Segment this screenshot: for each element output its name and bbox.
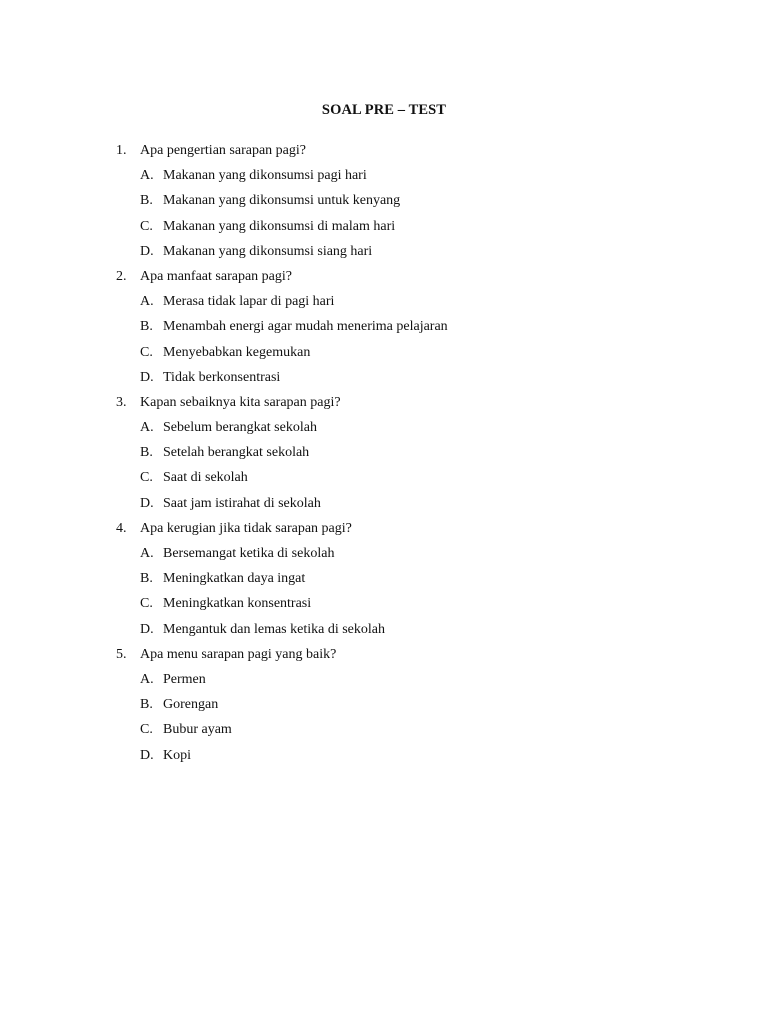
option-text: Meningkatkan daya ingat	[163, 571, 306, 587]
question-text: Kapan sebaiknya kita sarapan pagi?	[140, 394, 341, 410]
option-letter: D.	[140, 621, 154, 637]
option-letter: B.	[140, 193, 153, 209]
answer-option	[116, 719, 716, 744]
question-number: 3.	[116, 394, 127, 410]
answer-option	[116, 241, 716, 266]
option-letter: A.	[140, 420, 154, 436]
option-letter: A.	[140, 294, 154, 310]
option-text: Gorengan	[163, 697, 219, 713]
option-text: Kopi	[163, 747, 191, 763]
question-row	[116, 140, 716, 165]
option-letter: B.	[140, 445, 153, 461]
answer-option	[116, 543, 716, 568]
question-2	[116, 266, 716, 392]
question-4	[116, 518, 716, 644]
question-text: Apa kerugian jika tidak sarapan pagi?	[140, 520, 352, 536]
option-letter: D.	[140, 369, 154, 385]
option-text: Makanan yang dikonsumsi pagi hari	[163, 168, 367, 184]
answer-option	[116, 165, 716, 190]
option-text: Makanan yang dikonsumsi di malam hari	[163, 218, 396, 234]
option-letter: D.	[140, 495, 154, 511]
document-title: SOAL PRE – TEST	[321, 102, 447, 118]
question-1	[116, 140, 716, 266]
option-letter: A.	[140, 168, 154, 184]
question-text: Apa manfaat sarapan pagi?	[140, 268, 292, 284]
option-letter: D.	[140, 747, 154, 763]
option-letter: C.	[140, 722, 153, 738]
option-letter: B.	[140, 319, 153, 335]
answer-option	[116, 568, 716, 593]
question-text: Apa menu sarapan pagi yang baik?	[140, 646, 337, 662]
option-letter: A.	[140, 671, 154, 687]
option-text: Bubur ayam	[163, 722, 232, 738]
question-row	[116, 518, 716, 543]
option-letter: B.	[140, 571, 153, 587]
option-text: Menyebabkan kegemukan	[163, 344, 311, 360]
answer-option	[116, 291, 716, 316]
answer-option	[116, 493, 716, 518]
option-text: Makanan yang dikonsumsi untuk kenyang	[163, 193, 401, 209]
answer-option	[116, 745, 716, 770]
option-text: Meningkatkan konsentrasi	[163, 596, 312, 612]
question-number: 5.	[116, 646, 127, 662]
option-text: Tidak berkonsentrasi	[163, 369, 281, 385]
option-text: Setelah berangkat sekolah	[163, 445, 310, 461]
option-text: Mengantuk dan lemas ketika di sekolah	[163, 621, 385, 637]
option-letter: D.	[140, 243, 154, 259]
option-letter: C.	[140, 470, 153, 486]
answer-option	[116, 694, 716, 719]
answer-option	[116, 619, 716, 644]
question-5	[116, 644, 716, 770]
answer-option	[116, 342, 716, 367]
question-list	[116, 140, 716, 770]
answer-option	[116, 216, 716, 241]
answer-option	[116, 442, 716, 467]
option-text: Makanan yang dikonsumsi siang hari	[163, 243, 373, 259]
option-text: Menambah energi agar mudah menerima pelajaran	[163, 319, 448, 335]
answer-option	[116, 316, 716, 341]
answer-option	[116, 417, 716, 442]
answer-option	[116, 593, 716, 618]
option-text: Sebelum berangkat sekolah	[163, 420, 317, 436]
answer-option	[116, 669, 716, 694]
question-row	[116, 392, 716, 417]
question-text: Apa pengertian sarapan pagi?	[140, 143, 306, 158]
answer-option	[116, 367, 716, 392]
answer-option	[116, 190, 716, 215]
question-number: 4.	[116, 520, 127, 536]
option-text: Merasa tidak lapar di pagi hari	[163, 294, 335, 310]
answer-option	[116, 467, 716, 492]
option-letter: A.	[140, 546, 154, 561]
option-letter: C.	[140, 344, 153, 360]
question-number: 1.	[116, 143, 127, 158]
question-3	[116, 392, 716, 518]
option-letter: C.	[140, 596, 153, 612]
option-text: Permen	[163, 671, 206, 687]
question-row	[116, 266, 716, 291]
question-row	[116, 644, 716, 669]
option-text: Saat di sekolah	[163, 470, 248, 486]
option-text: Saat jam istirahat di sekolah	[163, 495, 321, 511]
option-text: Bersemangat ketika di sekolah	[163, 546, 335, 561]
option-letter: B.	[140, 697, 153, 713]
question-number: 2.	[116, 268, 127, 284]
option-letter: C.	[140, 218, 153, 234]
